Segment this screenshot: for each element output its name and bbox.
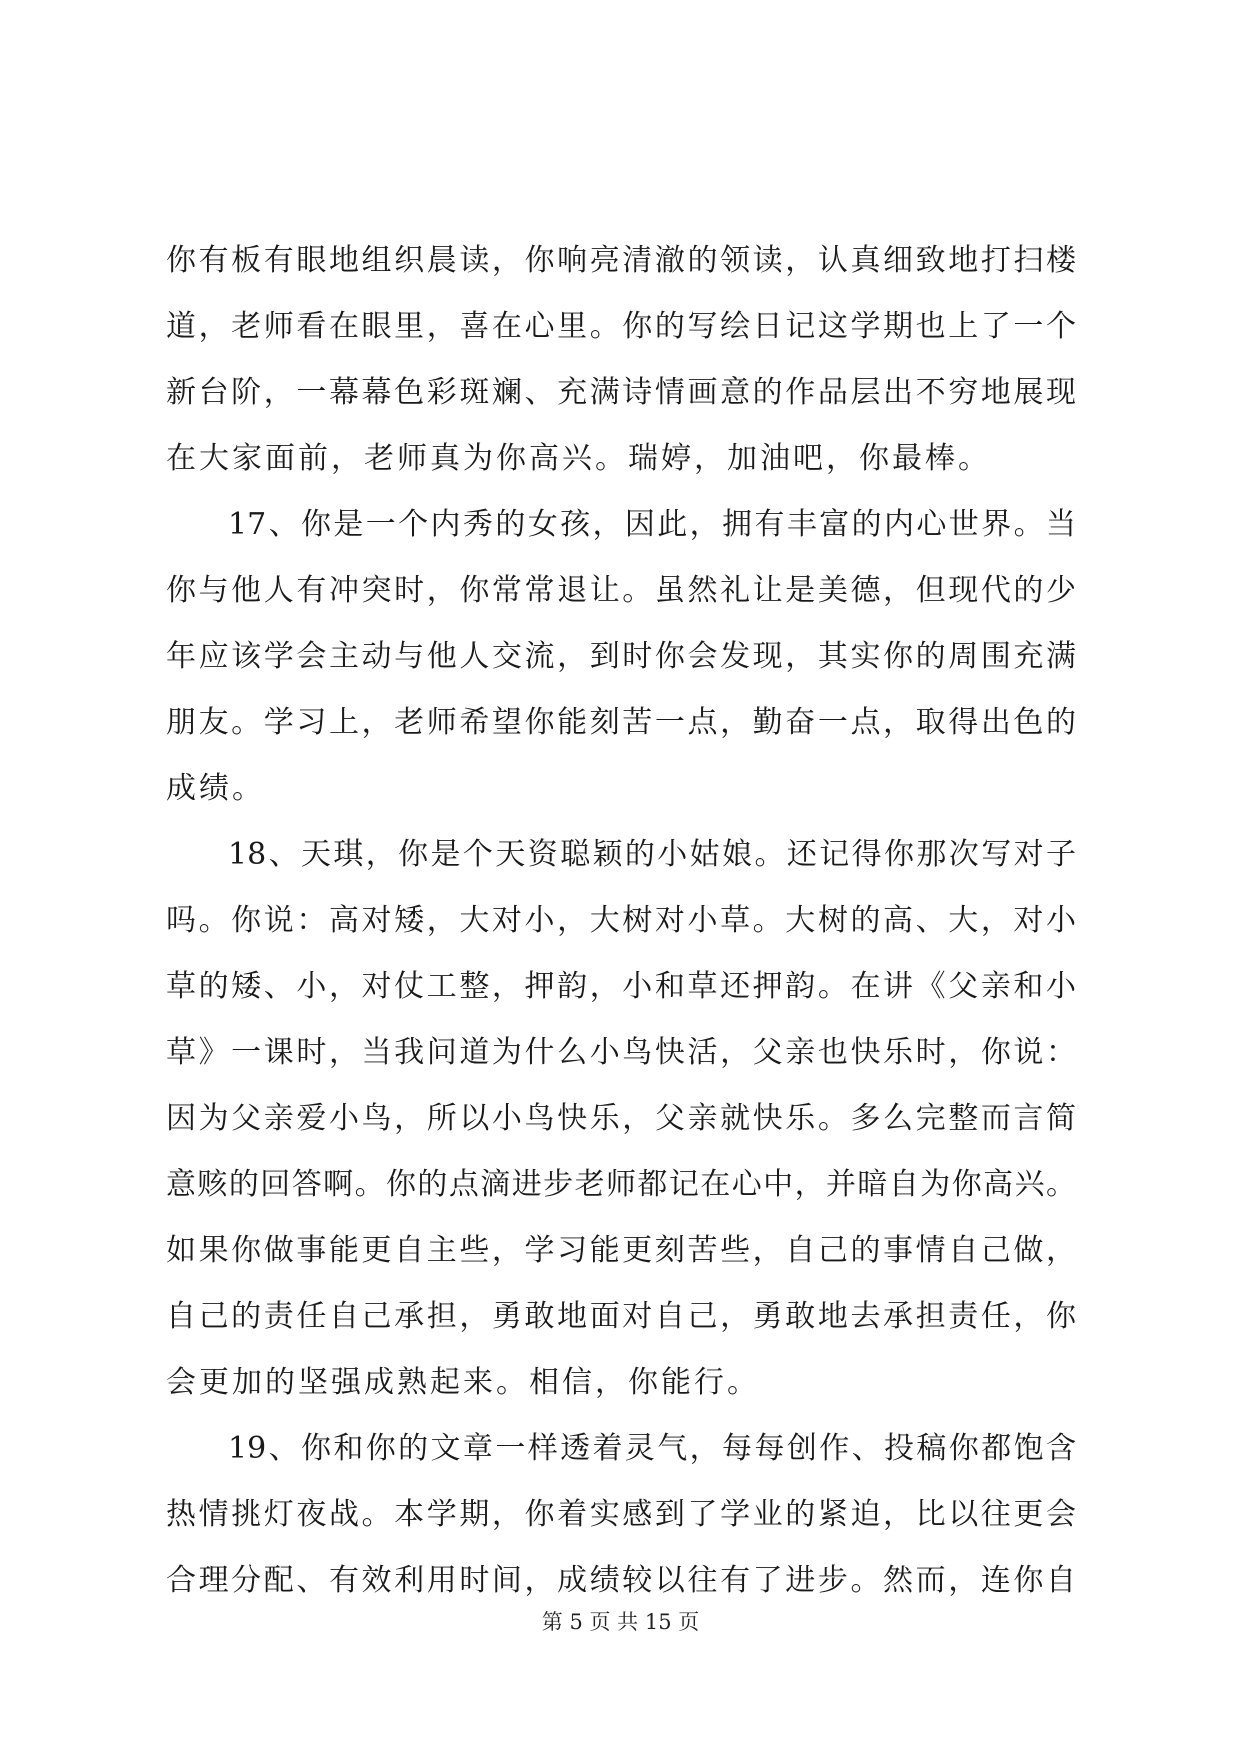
- text-line: 自己的责任自己承担，勇敢地面对自己，勇敢地去承担责任，你: [166, 1299, 1076, 1334]
- text-line: 草的矮、小，对仗工整，押韵，小和草还押韵。在讲《父亲和小: [166, 969, 1076, 1004]
- text-line: 草》一课时，当我问道为什么小鸟快活，父亲也快乐时，你说：: [166, 1035, 1076, 1070]
- page-number-footer: 第 5 页 共 15 页: [541, 1610, 700, 1634]
- text-line: 合理分配、有效利用时间，成绩较以往有了进步。然而，连你自: [166, 1563, 1076, 1598]
- text-line: 会更加的坚强成熟起来。相信，你能行。: [166, 1365, 760, 1400]
- text-line: 意赅的回答啊。你的点滴进步老师都记在心中，并暗自为你高兴。: [166, 1167, 1076, 1202]
- text-line: 因为父亲爱小鸟，所以小鸟快乐，父亲就快乐。多么完整而言简: [166, 1101, 1076, 1136]
- text-line: 年应该学会主动与他人交流，到时你会发现，其实你的周围充满: [166, 639, 1076, 674]
- paragraph-first-line: 17、你是一个内秀的女孩，因此，拥有丰富的内心世界。当: [228, 507, 1076, 542]
- text-line: 新台阶，一幕幕色彩斑斓、充满诗情画意的作品层出不穷地展现: [166, 375, 1076, 410]
- text-line: 在大家面前，老师真为你高兴。瑞婷，加油吧，你最棒。: [166, 441, 991, 476]
- text-line: 成绩。: [166, 771, 265, 806]
- text-line: 热情挑灯夜战。本学期，你着实感到了学业的紧迫，比以往更会: [166, 1497, 1076, 1532]
- text-line: 如果你做事能更自主些，学习能更刻苦些，自己的事情自己做，: [166, 1233, 1076, 1268]
- text-line: 道，老师看在眼里，喜在心里。你的写绘日记这学期也上了一个: [166, 309, 1076, 344]
- paragraph-first-line: 18、天琪，你是个天资聪颖的小姑娘。还记得你那次写对子: [228, 837, 1076, 872]
- body-text: [166, 228, 1076, 1614]
- paragraph-first-line: 19、你和你的文章一样透着灵气，每每创作、投稿你都饱含: [228, 1431, 1076, 1466]
- text-line: 你与他人有冲突时，你常常退让。虽然礼让是美德，但现代的少: [166, 573, 1076, 608]
- text-line: 吗。你说：高对矮，大对小，大树对小草。大树的高、大，对小: [166, 903, 1076, 938]
- text-line: 你有板有眼地组织晨读，你响亮清澈的领读，认真细致地打扫楼: [166, 243, 1076, 278]
- text-line: 朋友。学习上，老师希望你能刻苦一点，勤奋一点，取得出色的: [166, 705, 1076, 740]
